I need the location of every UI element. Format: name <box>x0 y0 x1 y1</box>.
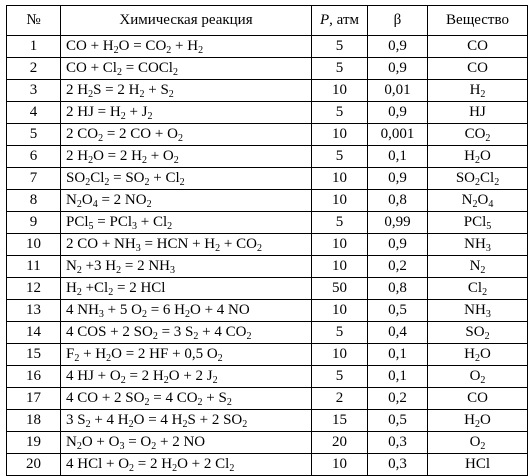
cell-substance: $CO_2$ <box>428 124 528 146</box>
cell-substance: $SO_2Cl_2$ <box>428 168 528 190</box>
table-row <box>7 146 528 168</box>
cell-number: 10 <box>7 234 61 256</box>
cell-number: 14 <box>7 322 61 344</box>
cell-reaction: CO + $Cl_2$ = COCl$_2$ <box>61 58 312 80</box>
cell-number: 19 <box>7 432 61 454</box>
header-number: № <box>7 6 61 36</box>
cell-substance: $Cl_2$ <box>428 278 528 300</box>
cell-pressure: 5 <box>312 36 368 58</box>
cell-number: 9 <box>7 212 61 234</box>
reaction-table <box>6 5 528 476</box>
cell-number: 4 <box>7 102 61 124</box>
header-row <box>7 6 528 36</box>
header-beta: β <box>368 6 428 36</box>
cell-number: 6 <box>7 146 61 168</box>
cell-number: 15 <box>7 344 61 366</box>
cell-pressure: 10 <box>312 80 368 102</box>
header-substance: Вещество <box>428 6 528 36</box>
cell-number: 11 <box>7 256 61 278</box>
cell-number: 12 <box>7 278 61 300</box>
cell-beta: 0,9 <box>368 36 428 58</box>
cell-beta: 0,2 <box>368 256 428 278</box>
cell-number: 2 <box>7 58 61 80</box>
table-row <box>7 190 528 212</box>
cell-beta: 0,3 <box>368 432 428 454</box>
cell-pressure: 50 <box>312 278 368 300</box>
cell-beta: 0,1 <box>368 146 428 168</box>
cell-reaction: $N_2O + O_3 = O_2 + 2$ NO <box>61 432 312 454</box>
cell-pressure: 10 <box>312 190 368 212</box>
cell-beta: 0,01 <box>368 80 428 102</box>
table-row <box>7 278 528 300</box>
cell-pressure: 10 <box>312 256 368 278</box>
cell-number: 7 <box>7 168 61 190</box>
cell-substance: $NH_3$ <box>428 234 528 256</box>
cell-substance: $H_2O$ <box>428 146 528 168</box>
cell-reaction: $H_2 +Cl_2 = 2$ HCl <box>61 278 312 300</box>
cell-number: 8 <box>7 190 61 212</box>
cell-substance: PCl$_5$ <box>428 212 528 234</box>
cell-reaction: $F_2 + H_2O = 2$ HF + 0,5 $O_2$ <box>61 344 312 366</box>
cell-substance: $H_2O$ <box>428 410 528 432</box>
cell-beta: 0,99 <box>368 212 428 234</box>
header-pressure-var: P <box>320 12 330 28</box>
table-row <box>7 234 528 256</box>
cell-reaction: $SO_2Cl_2 = SO_2 + Cl_2$ <box>61 168 312 190</box>
cell-reaction: 4 COS + 2 $SO_2 = 3$ $S_2 + 4$ $CO_2$ <box>61 322 312 344</box>
cell-reaction: 4 $NH_3 + 5$ $O_2 = 6$ $H_2O + 4$ NO <box>61 300 312 322</box>
cell-reaction: 2 CO + $NH_3$ = HCN + $H_2 + CO_2$ <box>61 234 312 256</box>
cell-beta: 0,3 <box>368 454 428 476</box>
cell-reaction: CO + $H_2O = CO_2 + H_2$ <box>61 36 312 58</box>
table-row <box>7 344 528 366</box>
cell-pressure: 20 <box>312 432 368 454</box>
cell-pressure: 5 <box>312 102 368 124</box>
table-row <box>7 432 528 454</box>
cell-pressure: 10 <box>312 454 368 476</box>
cell-pressure: 10 <box>312 300 368 322</box>
cell-pressure: 10 <box>312 234 368 256</box>
table-row <box>7 36 528 58</box>
cell-beta: 0,1 <box>368 344 428 366</box>
header-pressure <box>312 6 368 36</box>
table-row <box>7 454 528 476</box>
cell-beta: 0,8 <box>368 278 428 300</box>
table-row <box>7 212 528 234</box>
cell-substance: $H_2O$ <box>428 344 528 366</box>
cell-reaction: 4 HJ + $O_2 = 2$ $H_2O + 2$ $J_2$ <box>61 366 312 388</box>
table-row <box>7 322 528 344</box>
cell-pressure: 5 <box>312 146 368 168</box>
cell-number: 18 <box>7 410 61 432</box>
table-row <box>7 168 528 190</box>
cell-substance: HJ <box>428 102 528 124</box>
header-pressure-unit: , атм <box>329 12 359 28</box>
table-row <box>7 256 528 278</box>
cell-beta: 0,1 <box>368 366 428 388</box>
table-body <box>7 36 528 476</box>
cell-substance: CO <box>428 36 528 58</box>
cell-beta: 0,5 <box>368 300 428 322</box>
cell-pressure: 5 <box>312 322 368 344</box>
cell-pressure: 5 <box>312 58 368 80</box>
cell-number: 5 <box>7 124 61 146</box>
cell-substance: HCl <box>428 454 528 476</box>
cell-pressure: 10 <box>312 124 368 146</box>
cell-substance: $N_2$ <box>428 256 528 278</box>
cell-number: 13 <box>7 300 61 322</box>
cell-reaction: 4 HCl + $O_2 = 2$ $H_2O + 2$ $Cl_2$ <box>61 454 312 476</box>
cell-reaction: 3 $S_2 + 4$ $H_2O = 4$ $H_2S + 2$ $SO_2$ <box>61 410 312 432</box>
cell-beta: 0,9 <box>368 168 428 190</box>
cell-substance: CO <box>428 58 528 80</box>
cell-reaction: $N_2O_4 = 2$ $NO_2$ <box>61 190 312 212</box>
table-row <box>7 102 528 124</box>
cell-number: 1 <box>7 36 61 58</box>
cell-substance: $O_2$ <box>428 432 528 454</box>
cell-beta: 0,4 <box>368 322 428 344</box>
table-row <box>7 388 528 410</box>
cell-beta: 0,9 <box>368 234 428 256</box>
cell-number: 16 <box>7 366 61 388</box>
cell-pressure: 5 <box>312 212 368 234</box>
cell-reaction: 2 HJ = $H_2 + J_2$ <box>61 102 312 124</box>
cell-pressure: 10 <box>312 344 368 366</box>
cell-number: 3 <box>7 80 61 102</box>
cell-number: 20 <box>7 454 61 476</box>
cell-pressure: 10 <box>312 168 368 190</box>
cell-reaction: 2 $H_2O = 2$ $H_2 + O_2$ <box>61 146 312 168</box>
cell-beta: 0,2 <box>368 388 428 410</box>
cell-substance: CO <box>428 388 528 410</box>
cell-beta: 0,5 <box>368 410 428 432</box>
cell-pressure: 2 <box>312 388 368 410</box>
table-row <box>7 300 528 322</box>
table-row <box>7 80 528 102</box>
cell-reaction: $PCl_5 = PCl_3 + Cl_2$ <box>61 212 312 234</box>
cell-beta: 0,8 <box>368 190 428 212</box>
table-row <box>7 410 528 432</box>
cell-substance: $N_2O_4$ <box>428 190 528 212</box>
cell-substance: $H_2$ <box>428 80 528 102</box>
cell-beta: 0,9 <box>368 58 428 80</box>
table-row <box>7 58 528 80</box>
cell-substance: $NH_3$ <box>428 300 528 322</box>
table-row <box>7 366 528 388</box>
cell-number: 17 <box>7 388 61 410</box>
cell-pressure: 15 <box>312 410 368 432</box>
cell-reaction: 2 $H_2S = 2$ $H_2 + S_2$ <box>61 80 312 102</box>
cell-reaction: $N_2 +3$ $H_2 = 2$ $NH_3$ <box>61 256 312 278</box>
cell-beta: 0,001 <box>368 124 428 146</box>
table-row <box>7 124 528 146</box>
cell-reaction: 2 $CO_2 = 2$ CO + $O_2$ <box>61 124 312 146</box>
cell-beta: 0,9 <box>368 102 428 124</box>
header-reaction: Химическая реакция <box>61 6 312 36</box>
cell-substance: $SO_2$ <box>428 322 528 344</box>
cell-reaction: 4 CO + 2 $SO_2 = 4$ $CO_2 + S_2$ <box>61 388 312 410</box>
cell-substance: $O_2$ <box>428 366 528 388</box>
cell-pressure: 5 <box>312 366 368 388</box>
